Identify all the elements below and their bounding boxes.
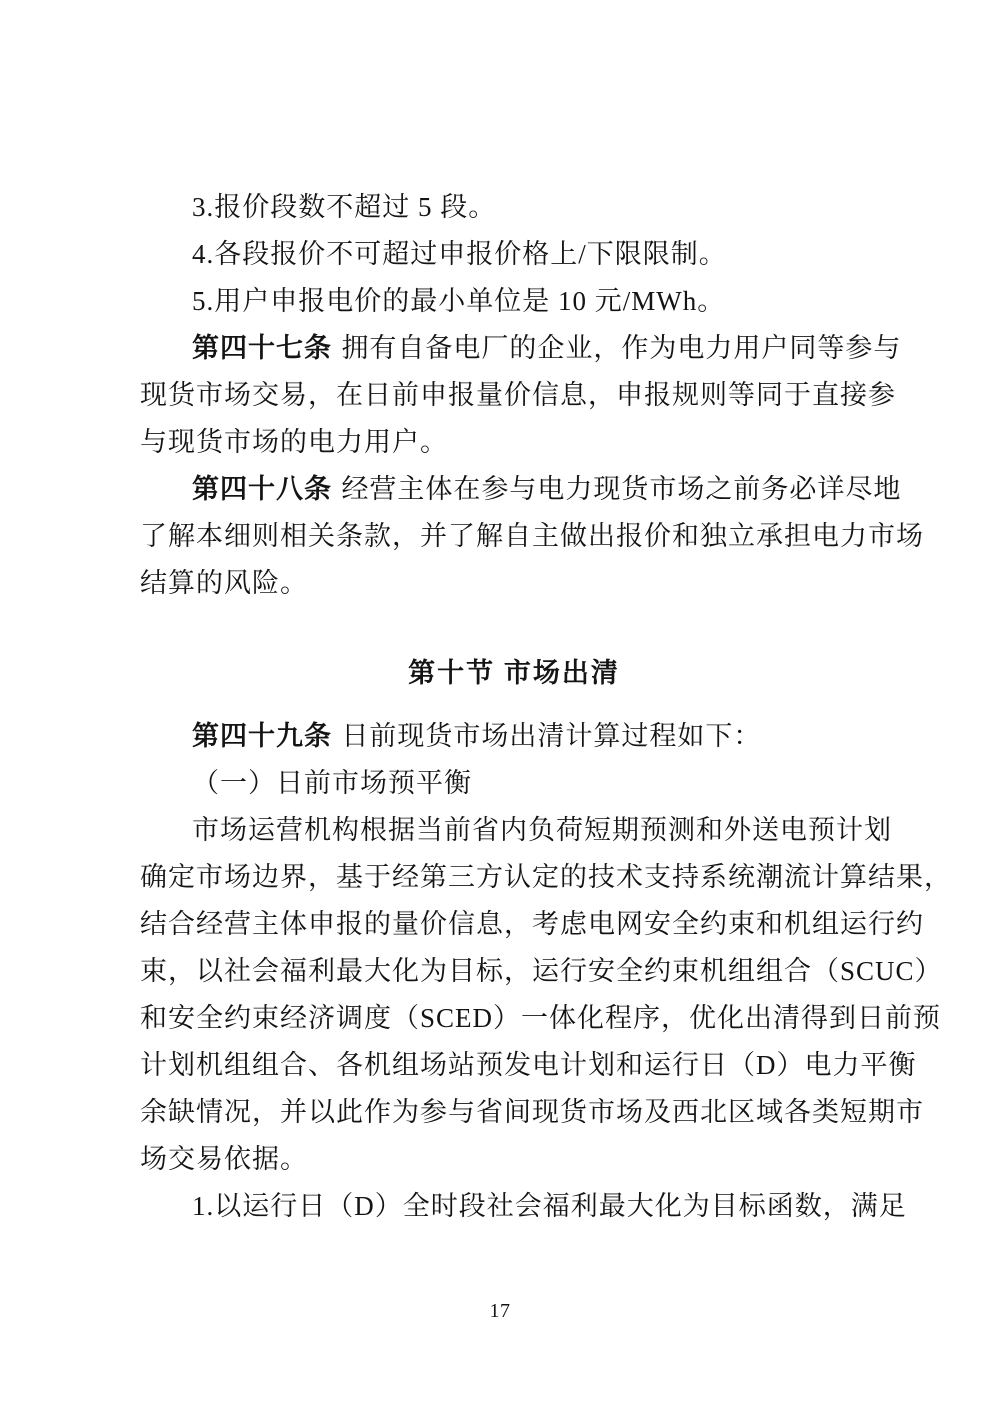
document-body <box>140 184 952 1230</box>
line-text: 计划机组组合、各机组场站预发电计划和运行日（D）电力平衡 <box>140 1050 917 1080</box>
line-text: 确定市场边界，基于经第三方认定的技术支持系统潮流计算结果， <box>140 862 952 892</box>
line-text: 与现货市场的电力用户。 <box>140 427 448 457</box>
text-line <box>140 1042 917 1089</box>
article-number: 第四十七条 <box>192 333 332 363</box>
text-line <box>140 372 896 419</box>
line-text: 拥有自备电厂的企业，作为电力用户同等参与 <box>341 333 902 363</box>
text-line <box>140 513 924 560</box>
text-line <box>140 184 888 231</box>
line-text: 市场运营机构根据当前省内负荷短期预测和外送电预计划 <box>192 815 892 845</box>
text-line <box>140 325 902 372</box>
page-number: 17 <box>489 1300 511 1322</box>
article-number: 第四十八条 <box>192 474 332 504</box>
line-text: 现货市场交易，在日前申报量价信息，申报规则等同于直接参 <box>140 380 896 410</box>
text-line <box>140 854 952 901</box>
text-line <box>140 419 888 466</box>
section-heading: 第十节 市场出清 <box>408 658 620 688</box>
line-text: 1.以运行日（D）全时段社会福利最大化为目标函数，满足 <box>192 1191 907 1221</box>
line-text: 3.报价段数不超过 5 段。 <box>192 192 497 222</box>
text-line <box>140 713 888 760</box>
line-text: 结算的风险。 <box>140 568 308 598</box>
text-line <box>140 995 942 1042</box>
text-line <box>140 560 888 607</box>
text-line <box>140 948 943 995</box>
line-text: 日前现货市场出清计算过程如下： <box>341 721 762 751</box>
text-line <box>140 278 888 325</box>
line-text: 经营主体在参与电力现货市场之前务必详尽地 <box>341 474 902 504</box>
line-text: （一）日前市场预平衡 <box>192 768 472 798</box>
text-line <box>140 760 888 807</box>
line-text: 余缺情况，并以此作为参与省间现货市场及西北区域各类短期市 <box>140 1097 924 1127</box>
text-line <box>140 1136 888 1183</box>
line-text: 5.用户申报电价的最小单位是 10 元/MWh。 <box>192 286 726 316</box>
text-line <box>140 1089 924 1136</box>
text-line <box>140 901 924 948</box>
line-text: 和安全约束经济调度（SCED）一体化程序，优化出清得到日前预 <box>140 1003 942 1033</box>
text-line <box>140 1183 907 1230</box>
text-line <box>140 231 888 278</box>
text-line <box>140 466 902 513</box>
text-line <box>140 807 892 854</box>
line-text: 束，以社会福利最大化为目标，运行安全约束机组组合（SCUC） <box>140 956 943 986</box>
line-text: 了解本细则相关条款，并了解自主做出报价和独立承担电力市场 <box>140 521 924 551</box>
line-text: 结合经营主体申报的量价信息，考虑电网安全约束和机组运行约 <box>140 909 924 939</box>
line-text: 场交易依据。 <box>140 1144 308 1174</box>
article-number: 第四十九条 <box>192 721 332 751</box>
line-text: 4.各段报价不可超过申报价格上/下限限制。 <box>192 239 727 269</box>
